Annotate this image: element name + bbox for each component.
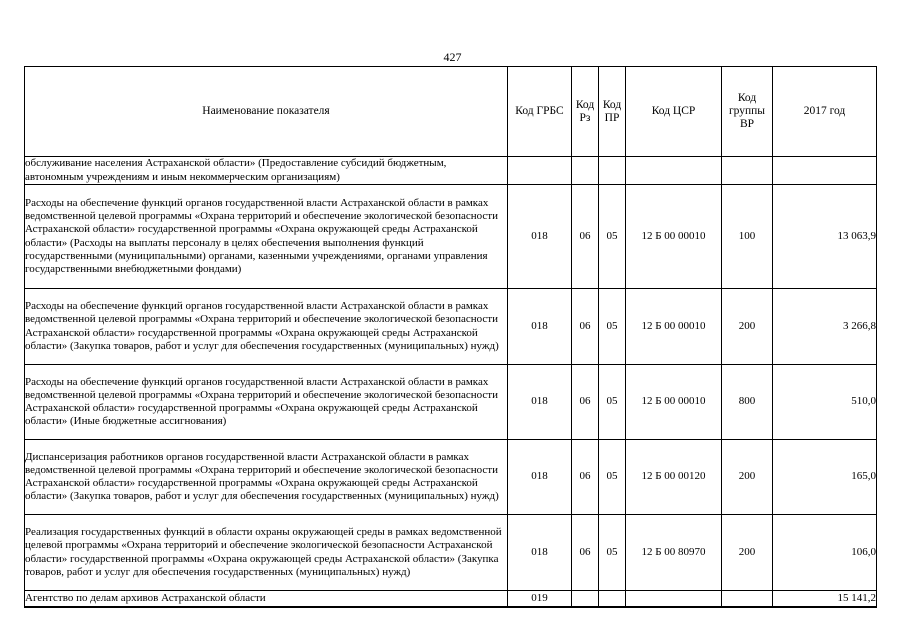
row-rz [572,157,599,185]
row-grbs: 018 [508,289,572,365]
row-csr: 12 Б 00 00010 [626,365,722,440]
row-csr: 12 Б 00 00010 [626,289,722,365]
row-pr [599,591,626,607]
row-rz: 06 [572,440,599,515]
row-vr: 200 [722,515,773,591]
row-vr [722,591,773,607]
row-name: Реализация государственных функций в области охраны окружающей среды в рамках ведомственной целевой программы «Охрана территорий и обеспечение экологической безопасности Астраханской области» государственной программы «Охрана окружающей среды Астраханской области» (Закупка товаров, работ и услуг для обеспечения государственных (муниципальных) нужд) [25,515,508,591]
row-vr: 800 [722,365,773,440]
row-name: Диспансеризация работников органов государственной власти Астраханской области в рамках ведомственной целевой программы «Охрана территорий и обеспечение экологической безопасности Астраханской области» государственной программы «Охрана окружающей среды Астраханской области» (Закупка товаров, работ и услуг для обеспечения государственных (муниципальных) нужд) [25,440,508,515]
row-amount: 13 063,9 [773,185,877,289]
row-amount: 510,0 [773,365,877,440]
header-rz: Код Рз [572,67,599,157]
row-csr: 12 Б 00 00010 [626,185,722,289]
row-csr [626,591,722,607]
row-rz: 06 [572,185,599,289]
table-row [25,365,877,440]
row-pr: 05 [599,365,626,440]
table-row [25,591,877,607]
row-grbs: 018 [508,440,572,515]
row-rz: 06 [572,289,599,365]
row-name: Расходы на обеспечение функций органов государственной власти Астраханской области в рамках ведомственной целевой программы «Охрана территорий и обеспечение экологической безопасности Астраханской области» государственной программы «Охрана окружающей среды Астраханской области» (Иные бюджетные ассигнования) [25,365,508,440]
row-pr: 05 [599,440,626,515]
header-grbs: Код ГРБС [508,67,572,157]
row-amount: 165,0 [773,440,877,515]
page-number: 427 [443,50,462,64]
budget-table [24,66,877,608]
table-row [25,157,877,185]
row-amount: 15 141,2 [773,591,877,607]
row-name: Агентство по делам архивов Астраханской области [25,591,508,607]
header-pr: Код ПР [599,67,626,157]
row-csr: 12 Б 00 00120 [626,440,722,515]
header-year: 2017 год [773,67,877,157]
row-vr: 200 [722,440,773,515]
row-grbs: 018 [508,365,572,440]
row-csr [626,157,722,185]
row-vr: 200 [722,289,773,365]
row-vr: 100 [722,185,773,289]
row-name: Расходы на обеспечение функций органов государственной власти Астраханской области в рамках ведомственной целевой программы «Охрана территорий и обеспечение экологической безопасности Астраханской области» государственной программы «Охрана окружающей среды Астраханской области» (Расходы на выплаты персоналу в целях обеспечения выполнения функций государственными (муниципальными) органами, казенными учреждениями, органами управления государственными внебюджетными фондами) [25,185,508,289]
row-name: обслуживание населения Астраханской области» (Предоставление субсидий бюджетным, автономным учреждениям и иным некоммерческим организациям) [25,157,508,185]
row-name: Расходы на обеспечение функций органов государственной власти Астраханской области в рамках ведомственной целевой программы «Охрана территорий и обеспечение экологической безопасности Астраханской области» государственной программы «Охрана окружающей среды Астраханской области» (Закупка товаров, работ и услуг для обеспечения государственных (муниципальных) нужд) [25,289,508,365]
row-rz: 06 [572,515,599,591]
row-pr: 05 [599,185,626,289]
row-grbs [508,157,572,185]
header-vr: Код группы ВР [722,67,773,157]
row-grbs: 018 [508,185,572,289]
row-amount: 106,0 [773,515,877,591]
row-grbs: 019 [508,591,572,607]
table-row [25,440,877,515]
row-pr: 05 [599,289,626,365]
row-grbs: 018 [508,515,572,591]
header-row [25,67,877,157]
header-name: Наименование показателя [25,67,508,157]
row-amount: 3 266,8 [773,289,877,365]
row-amount [773,157,877,185]
table-row [25,289,877,365]
row-vr [722,157,773,185]
row-pr [599,157,626,185]
header-csr: Код ЦСР [626,67,722,157]
table-row [25,515,877,591]
table-row [25,185,877,289]
row-pr: 05 [599,515,626,591]
row-rz [572,591,599,607]
row-rz: 06 [572,365,599,440]
row-csr: 12 Б 00 80970 [626,515,722,591]
